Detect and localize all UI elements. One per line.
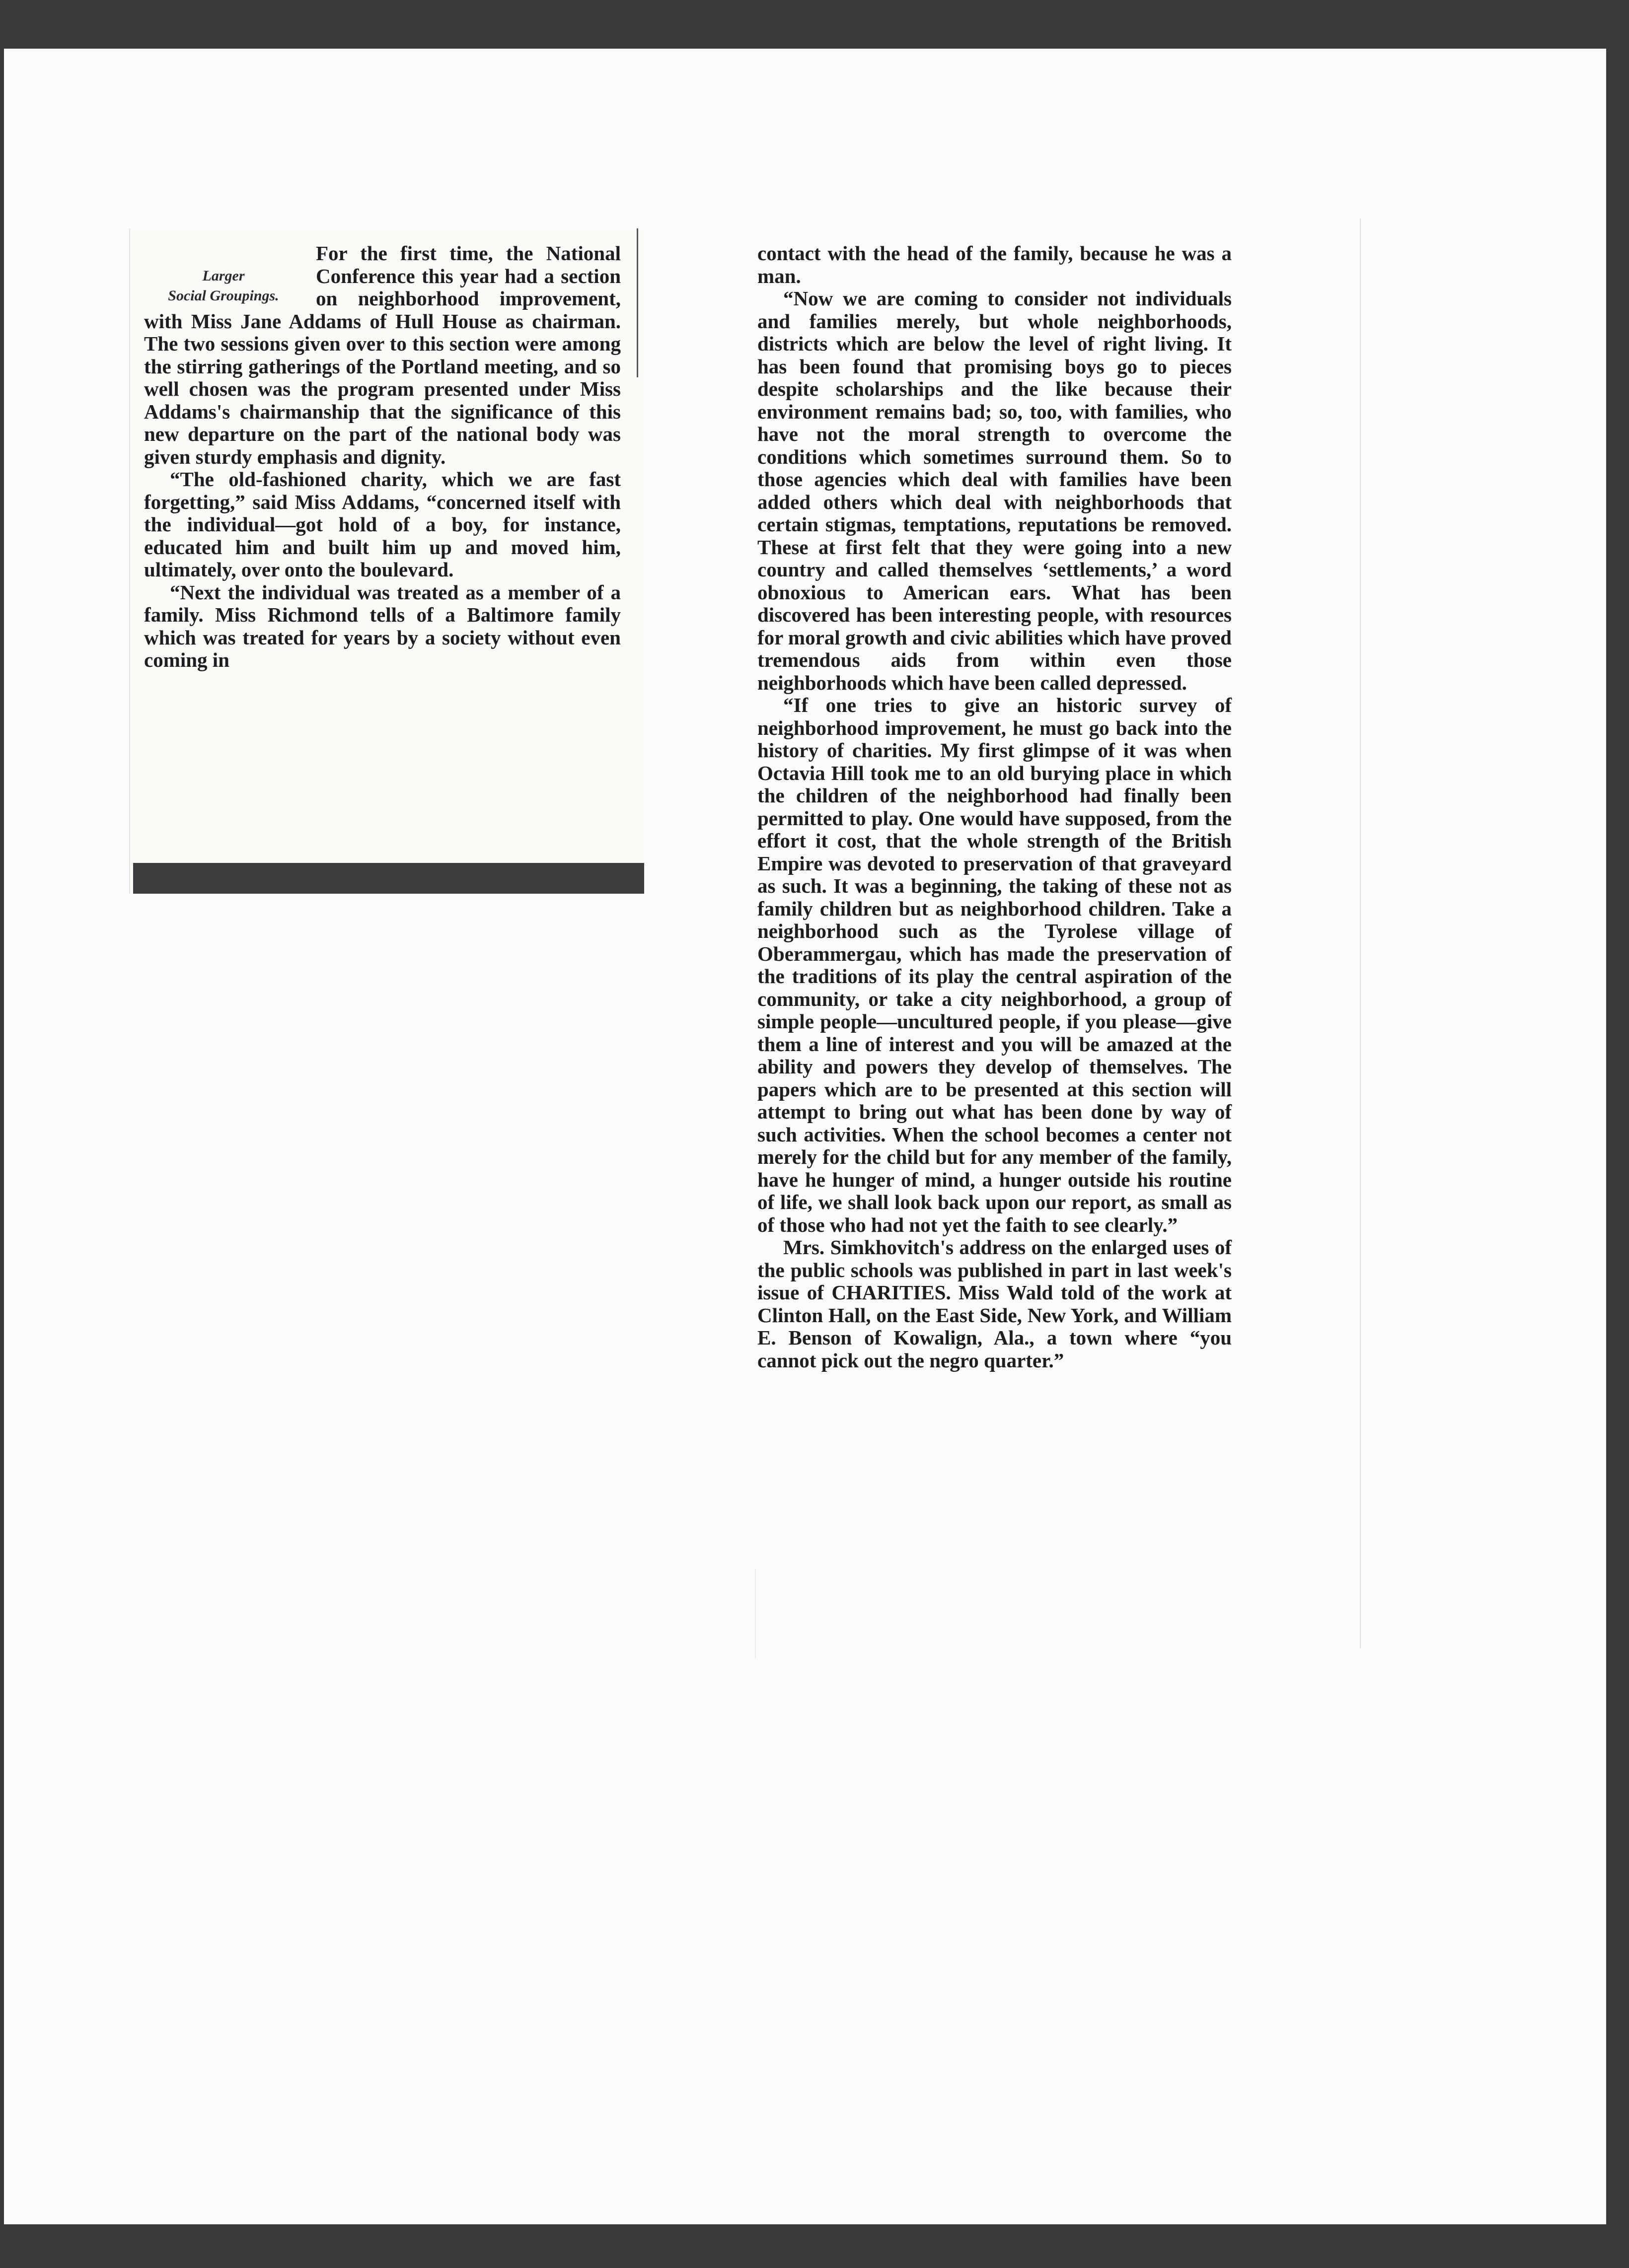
right-clipping-gutter: [755, 1569, 756, 1658]
paragraph: For the first time, the National Conference this year had a section on neighborhood improvement, with Miss Jane Addams of Hull House as chairman. The two sessions given over to this section were among the stirring gatherings of the Portland meeting, and so well chosen was the program presented under Miss Addams's chairmanship that the significance of this new departure on the part of the national body was given sturdy emphasis and dignity.: [144, 242, 621, 468]
side-heading-line-2: Social Groupings.: [168, 287, 279, 304]
paragraph: “Now we are coming to consider not individuals and families merely, but whole neighborhoods, districts which are below the level of right living. It has been found that promising boys go to pieces despite scholarships and the like because their environment remains bad; so, too, with families, who have not the moral strength to overcome the conditions which sometimes surround them. So to those agencies which deal with families have been added others which deal with neighborhoods that certain stigmas, temptations, reputations be removed. These at first felt that they were going into a new country and called themselves ‘settlements,’ a word obnoxious to American ears. What has been discovered has been interesting people, with resources for moral growth and civic abilities which have proved tremendous aids from within even those neighborhoods which have been called depressed.: [757, 287, 1232, 694]
right-clipping-edge: [1360, 218, 1361, 1648]
side-heading: [144, 266, 303, 306]
paragraph: contact with the head of the family, because he was a man.: [757, 242, 1232, 287]
paragraph: “The old-fashioned charity, which we are fast forgetting,” said Miss Addams, “concerned itself with the individual—got hold of a boy, for instance, educated him and built him up and moved him, ultimately, over onto the boulevard.: [144, 468, 621, 581]
left-column: [144, 242, 621, 672]
paragraph: Mrs. Simkhovitch's address on the enlarged uses of the public schools was published in part in last week's issue of CHARITIES. Miss Wald told of the work at Clinton Hall, on the East Side, New York, and William E. Benson of Kowalign, Ala., a town where “you cannot pick out the negro quarter.”: [757, 1236, 1232, 1372]
paragraph: “If one tries to give an historic survey of neighborhood improvement, he must go back into the history of charities. My first glimpse of it was when Octavia Hill took me to an old burying place in which the children of the neighborhood had finally been permitted to play. One would have supposed, from the effort it cost, that the whole strength of the British Empire was devoted to preservation of that graveyard as such. It was a beginning, the taking of these not as family children but as neighborhood children. Take a neighborhood such as the Tyrolese village of Oberammergau, which has made the preservation of the traditions of its play the central aspiration of the community, or take a city neighborhood, a group of simple people—uncultured people, if you please—give them a line of interest and you will be amazed at the ability and powers they develop of themselves. The papers which are to be presented at this section will attempt to bring out what has been done by way of such activities. When the school becomes a center not merely for the child but for any member of the family, have he hunger of mind, a hunger outside his routine of life, we shall look back upon our report, as small as of those who had not yet the faith to see clearly.”: [757, 694, 1232, 1236]
paragraph: “Next the individual was treated as a member of a family. Miss Richmond tells of a Baltimore family which was treated for years by a society without even coming in: [144, 580, 621, 671]
side-heading-line-1: Larger: [202, 268, 245, 284]
column-rule: [637, 228, 638, 377]
clipping-edge-shadow: [133, 863, 644, 894]
right-column: [757, 242, 1232, 1372]
